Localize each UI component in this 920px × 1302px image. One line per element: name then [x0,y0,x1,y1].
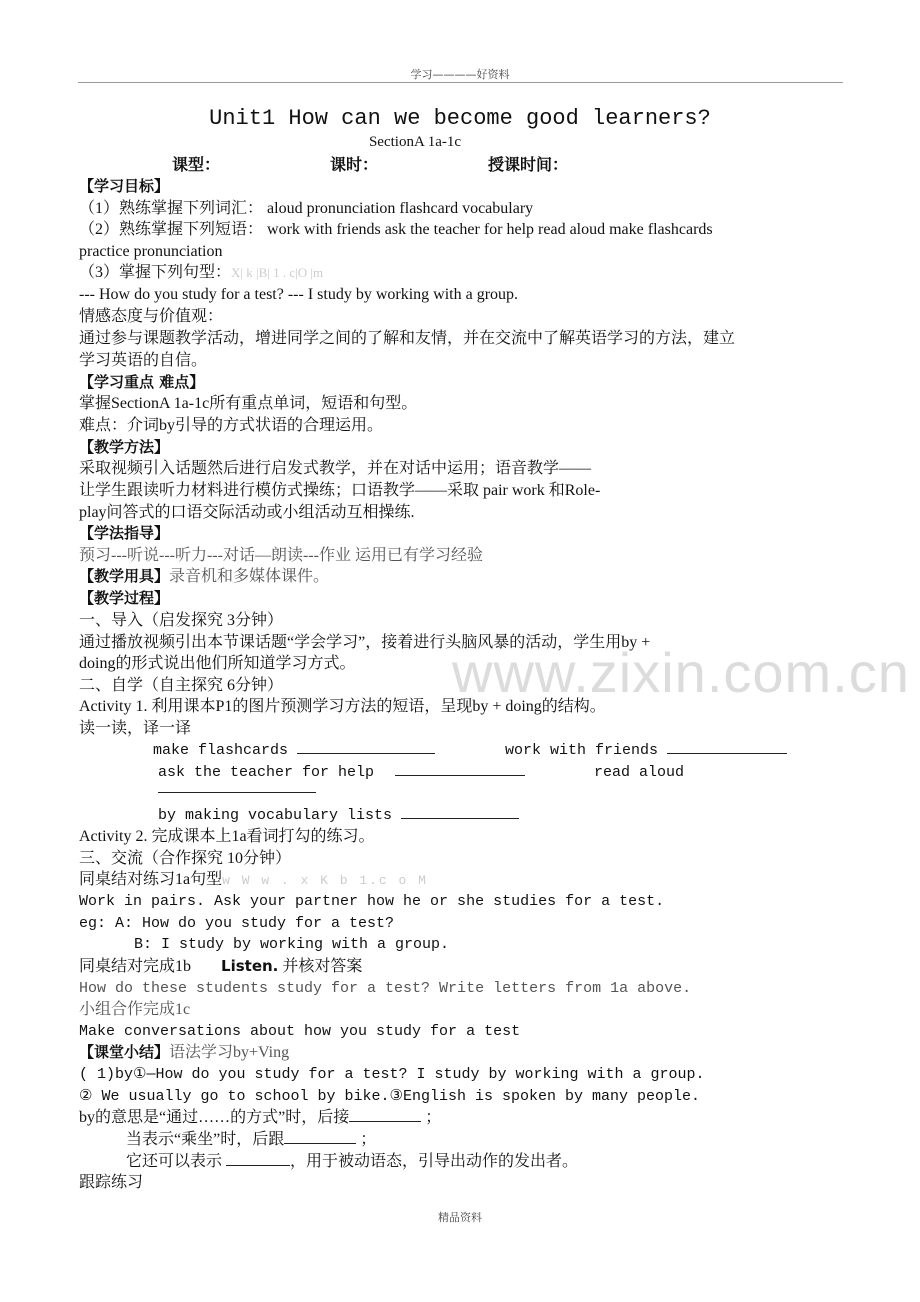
page-footer: 精品资料 [438,1211,482,1224]
example-a: eg: A: How do you study for a test? [79,915,395,932]
summary-line: 【课堂小结】语法学习by+Ving [79,1043,290,1061]
goal-vocabulary: （1）熟练掌握下列词汇： aloud pronunciation flashcard vocabulary [79,200,534,217]
page-title: Unit1 How can we become good learners? [209,106,711,131]
lesson-time-label: 授课时间： [488,155,569,174]
method-line-1: 采取视频引入话题然后进行启发式教学，并在对话中运用；语音教学—— [79,460,592,477]
guide-heading: 【学法指导】 [79,524,170,542]
section-subtitle: SectionA 1a-1c [368,134,462,150]
tools-line: 【教学用具】录音机和多媒体课件。 [79,567,330,585]
answer-blank[interactable] [401,818,519,819]
how-do-students-study: How do these students study for a test? Write letters from 1a above. [79,980,692,997]
goal-sentence-example: --- How do you study for a test? --- I study by working with a group. [79,286,519,303]
emotion-line-2: 学习英语的自信。 [79,352,208,369]
work-in-pairs: Work in pairs. Ask your partner how he or she studies for a test. [79,893,665,910]
pair-practice-1a: 同桌结对练习1a句型w W w . x K b 1.c o M [79,871,428,888]
lesson-type-label: 课型： [172,155,221,174]
phrase-read-aloud: read aloud [594,764,685,781]
group-work-1c: 小组合作完成1c [79,1001,191,1018]
phrase-work-with-friends: work with friends [505,740,787,761]
answer-blank[interactable] [226,1165,290,1166]
answer-blank[interactable] [297,753,435,754]
watermark: www.zixin.com.cn [452,641,910,704]
method-line-2: 让学生跟读听力材料进行模仿式操练；口语教学——采取 pair work 和Role- [79,482,601,499]
read-translate: 读一读，译一译 [79,720,192,737]
goal-phrases: （2）熟练掌握下列短语： work with friends ask the teacher for help read aloud make flashcards [79,221,713,238]
stage-1-line-1: 通过播放视频引出本节课话题“学会学习”，接着进行头脑风暴的活动，学生用by + [79,634,651,651]
goals-heading: 【学习目标】 [79,177,170,195]
noise-text: X| k |B| 1 . c|O |m [231,265,324,280]
stage-1-title: 一、导入（启发探究 3分钟） [79,612,284,629]
answer-blank[interactable] [667,753,787,754]
make-conversations: Make conversations about how you study for a test [79,1023,521,1040]
method-line-3: play问答式的口语交际活动或小组活动互相操练. [79,504,415,521]
follow-up-practice: 跟踪练习 [79,1174,144,1191]
process-heading: 【教学过程】 [79,589,170,607]
activity-2: Activity 2. 完成课本上1a看词打勾的练习。 [79,828,375,845]
guide-line-1: 预习---听说---听力---对话—朗读---作业 运用已有学习经验 [79,547,483,564]
stage-2-title: 二、自学（自主探究 6分钟） [79,677,284,694]
goal-sentences: （3）掌握下列句型：X| k |B| 1 . c|O |m [79,264,324,281]
emotion-heading: 情感态度与价值观： [79,308,224,325]
by-ride: 当表示“乘坐”时，后跟 ； [126,1131,377,1148]
emotion-line-1: 通过参与课题教学活动，增进同学之间的了解和友情，并在交流中了解英语学习的方法，建立 [79,330,736,347]
summary-example-2: ② We usually go to school by bike.③English is spoken by many people. [79,1088,700,1105]
keypoints-line-2: 难点：介词by引导的方式状语的合理运用。 [79,417,384,434]
pair-practice-1b: 同桌结对完成1b Listen. 并核对答案 [79,957,363,975]
noise-text: w W w . x K b 1.c o M [222,873,428,888]
activity-1: Activity 1. 利用课本P1的图片预测学习方法的短语，呈现by + doing的结构。 [79,698,606,715]
method-heading: 【教学方法】 [79,438,170,456]
stage-3-title: 三、交流（合作探究 10分钟） [79,850,292,867]
keypoints-heading: 【学习重点 难点】 [79,373,205,391]
stage-1-line-2: doing的形式说出他们所知道学习方式。 [79,655,356,672]
phrase-make-flashcards: make flashcards [153,740,435,761]
keypoints-line-1: 掌握SectionA 1a-1c所有重点单词，短语和句型。 [79,395,418,412]
answer-blank[interactable] [395,775,525,776]
goal-phrases-cont: practice pronunciation [79,243,223,260]
answer-blank[interactable] [349,1121,421,1122]
answer-blank[interactable] [284,1143,356,1144]
answer-blank-read-aloud[interactable] [158,778,316,799]
lesson-period-label: 课时： [330,155,379,174]
summary-example-1: ( 1)by①—How do you study for a test? I study by working with a group. [79,1066,705,1083]
header-rule [78,82,843,83]
by-passive: 它还可以表示 ，用于被动语态，引导出动作的发出者。 [126,1153,579,1170]
by-meaning: by的意思是“通过……的方式”时，后接 ； [79,1109,442,1126]
phrase-vocabulary-lists: by making vocabulary lists [158,805,519,826]
page-header: 学习————好资料 [410,68,510,81]
example-b: B: I study by working with a group. [134,936,450,953]
phrase-ask-teacher: ask the teacher for help [158,762,525,783]
